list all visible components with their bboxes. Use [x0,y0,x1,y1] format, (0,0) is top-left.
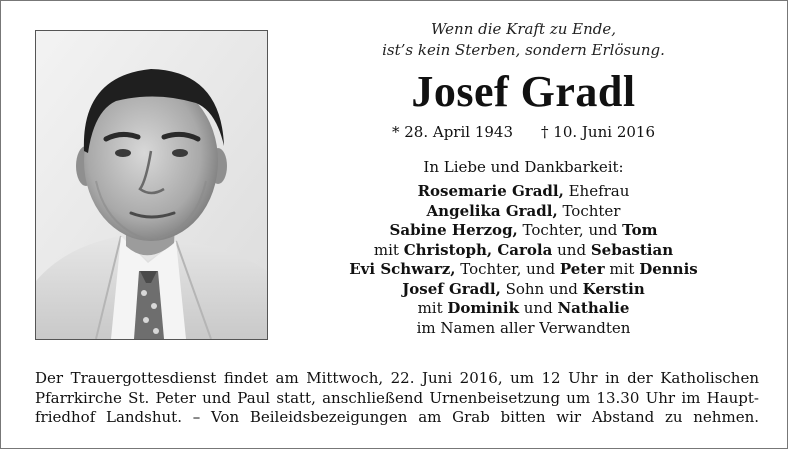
mourner-name: Kerstin [582,279,645,298]
motto [301,19,746,61]
mourner-line [301,260,746,280]
mourner-relation: und [519,299,558,317]
mourner-relation: Tochter, und [517,221,623,239]
mourner-name: Dennis [639,260,698,278]
portrait-photo [35,30,268,340]
mourner-relation: Tochter [557,201,621,220]
announcement-line-2: Pfarrkirche St. Peter und Paul statt, anschließend Urnenbeisetzung um 13.30 Uhr im Haupt- [35,388,759,407]
mourner-line [301,202,746,222]
mourner-name: Angelika Gradl, [426,201,558,220]
mourner-relation: im Namen aller Verwandten [416,318,631,337]
death-date: † 10. Juni 2016 [541,123,655,141]
notice-text-column [301,19,746,338]
mourner-name: Rosemarie Gradl, [417,182,564,200]
mourner-line [301,280,746,300]
mourner-line [301,182,746,202]
mourner-name: Dominik [447,299,519,317]
mourner-relation: und [552,240,591,259]
mourner-line [301,299,746,319]
mourner-name: Sabine Herzog, [389,221,518,239]
mourner-relation: Sohn und [500,279,583,298]
mourner-name: Tom [622,221,658,239]
mourner-line [301,221,746,241]
motto-line-2: ist’s kein Sterben, sondern Erlösung. [382,41,665,59]
mourner-relation: Tochter, und [455,260,560,278]
announcement-line-1: Der Trauergottesdienst findet am Mittwoch, 22. Juni 2016, um 12 Uhr in der Katholischen [35,369,759,387]
deceased-name: Josef Gradl [411,67,636,116]
mourner-name: Christoph, Carola [403,240,553,259]
life-dates [301,123,746,141]
announcement-line-3: friedhof Landshut. – Von Beileidsbezeigungen am Grab bitten wir Abstand zu nehmen. [35,408,759,426]
thanks-line: In Liebe und Dankbarkeit: [423,158,624,176]
mourner-relation: Ehefrau [563,182,630,200]
mourner-relation: mit [373,240,404,259]
mourner-relation: mit [604,260,640,278]
mourner-relation: mit [417,299,448,317]
mourner-line [301,241,746,261]
birth-date: * 28. April 1943 [391,123,514,141]
mourner-name: Peter [559,260,605,278]
service-announcement [35,369,759,428]
mourner-name: Sebastian [590,240,674,259]
mourner-name: Nathalie [557,299,630,317]
mourner-line [301,319,746,339]
mourner-name: Josef Gradl, [402,279,501,298]
mourner-name: Evi Schwarz, [349,260,456,278]
motto-line-1: Wenn die Kraft zu Ende, [430,20,617,38]
mourners-list [301,182,746,338]
